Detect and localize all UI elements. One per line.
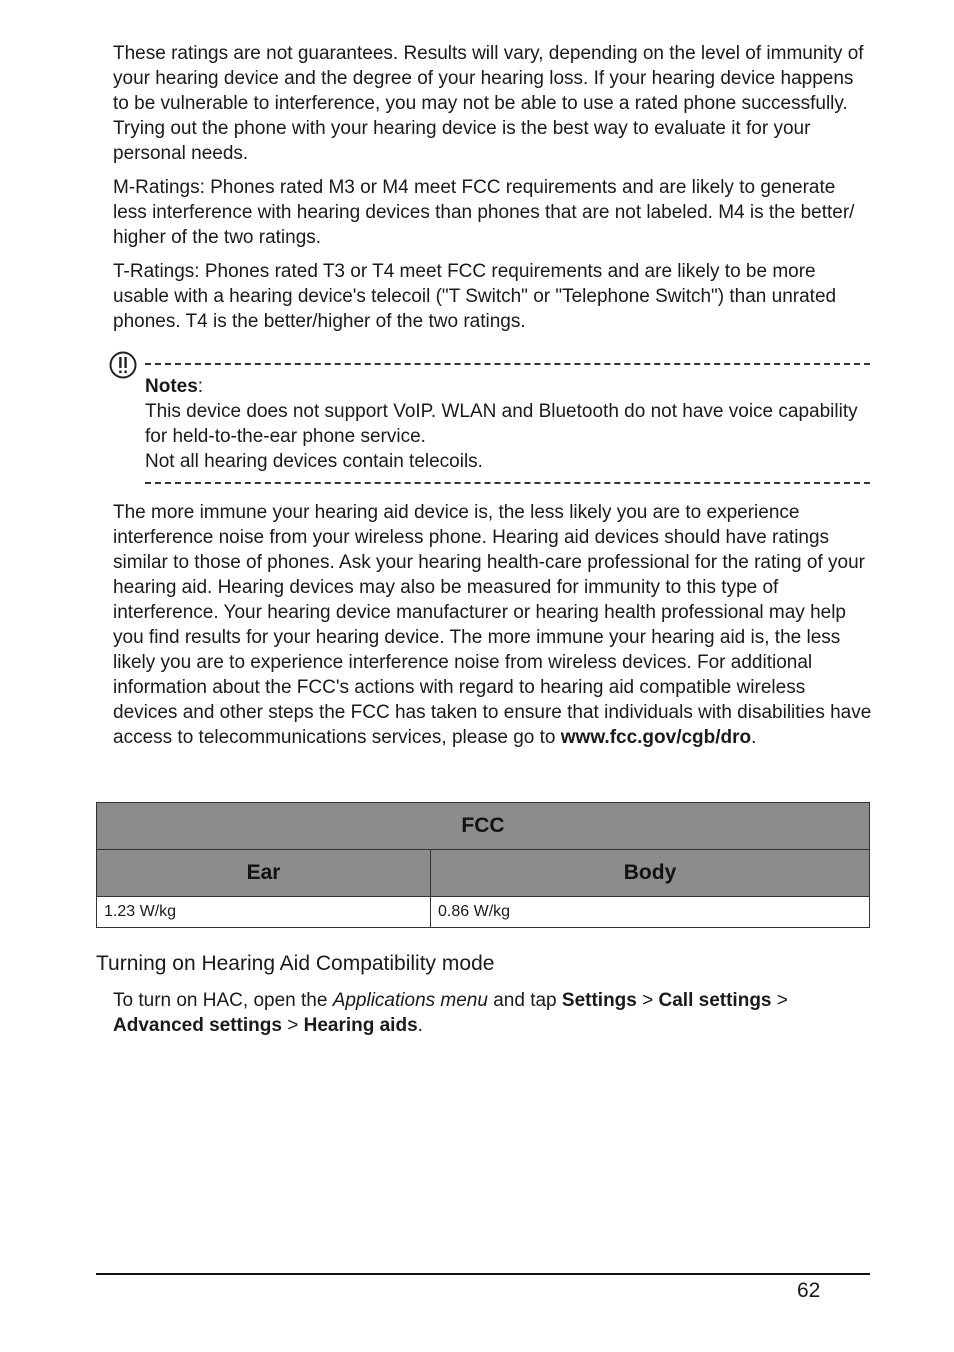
paragraph-immunity: [113, 500, 873, 750]
immunity-end: .: [751, 727, 757, 748]
note-line-telecoils: Not all hearing devices contain telecoils.: [145, 451, 483, 472]
table-row: [97, 897, 870, 928]
applications-menu-label: Applications menu: [332, 990, 488, 1011]
table-cell-body: 0.86 W/kg: [431, 897, 870, 928]
section-heading: Turning on Hearing Aid Compatibility mode: [96, 952, 495, 975]
paragraph-t-ratings: T-Ratings: Phones rated T3 or T4 meet FCC requirements and are likely to be more usable with a hearing device's telecoil ("T Switch" or "Telephone Switch") than unrated phones. T4 is the better/higher of the two ratings.: [113, 261, 837, 332]
exclamation-circle-icon: [108, 350, 138, 380]
hac-sep-1: >: [636, 990, 659, 1011]
paragraph-hac-instructions: [113, 988, 873, 1038]
note-box: [145, 374, 865, 474]
table-title: FCC: [97, 803, 870, 850]
note-bottom-divider: [145, 482, 870, 484]
hac-text-2: and tap: [487, 990, 562, 1011]
hac-end: .: [417, 1015, 423, 1036]
table-header-body: Body: [431, 850, 870, 897]
hac-sep-2: >: [771, 990, 788, 1011]
call-settings-label: Call settings: [658, 990, 772, 1011]
table-header-ear: Ear: [97, 850, 431, 897]
advanced-settings-label: Advanced settings: [113, 1015, 282, 1036]
hac-sep-3: >: [281, 1015, 304, 1036]
note-title-line: [145, 374, 865, 399]
table-cell-ear: 1.23 W/kg: [97, 897, 431, 928]
paragraph-ratings-disclaimer: These ratings are not guarantees. Results will vary, depending on the level of immunity of your hearing device and the degree of your hearing loss. If your hearing device happens to be vulnerable to interference, you may not be able to use a rated phone successfully. Trying out the phone with your hearing device is the best way to evaluate it for your personal needs.: [113, 43, 864, 164]
fcc-link[interactable]: www.fcc.gov/cgb/dro: [560, 727, 752, 748]
note-title: Notes: [145, 376, 198, 397]
table-title-row: [97, 803, 870, 850]
table-header-row: [97, 850, 870, 897]
immunity-text: The more immune your hearing aid device is, the less likely you are to experience interference noise from your wireless phone. Hearing aid devices should have ratings similar to those of phones. Ask your hearing health-care professional for the rating of your hearing aid. Hearing devices may also be measured for immunity to this type of interference. Your hearing device manufacturer or hearing health professional may help you find results for your hearing device. The more immune your hearing aid is, the less likely you are to experience interference noise from wireless devices. For additional information about the FCC's actions with regard to hearing aid compatible wireless devices and other steps the FCC has taken to ensure that individuals with disabilities have access to telecommunications services, please go to: [113, 502, 872, 748]
hac-text-1: To turn on HAC, open the: [113, 990, 333, 1011]
note-top-divider: [145, 363, 870, 365]
note-title-colon: :: [197, 376, 204, 397]
paragraph-m-ratings: M-Ratings: Phones rated M3 or M4 meet FCC requirements and are likely to generate less interference with hearing devices than phones that are not labeled. M4 is the better/ higher of the two ratings.: [113, 177, 855, 248]
settings-label: Settings: [561, 990, 637, 1011]
footer-rule: [96, 1273, 870, 1275]
page-number: 62: [797, 1279, 821, 1302]
fcc-sar-table: [96, 802, 870, 928]
hearing-aids-label: Hearing aids: [303, 1015, 418, 1036]
note-line-voip: This device does not support VoIP. WLAN and Bluetooth do not have voice capability for held-to-the-ear phone service.: [145, 401, 858, 447]
